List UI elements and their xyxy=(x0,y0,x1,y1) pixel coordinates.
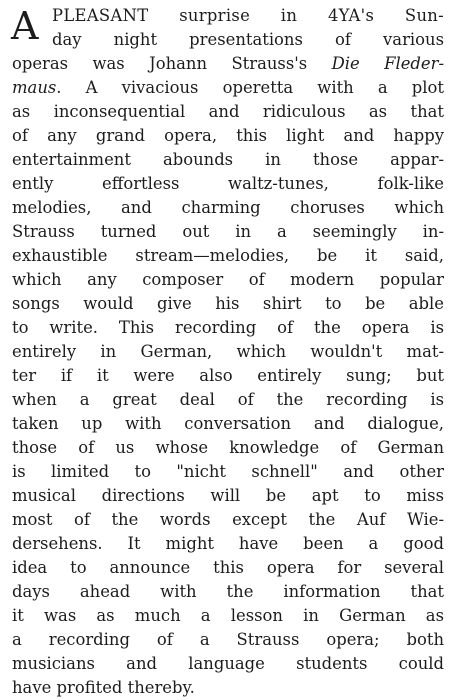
text-line-17: when a great deal of the recording is xyxy=(12,390,444,409)
text-line-27: a recording of a Strauss opera; both xyxy=(12,630,444,649)
text-line-19: those of us whose knowledge of German xyxy=(12,438,444,457)
text-line-5: as inconsequential and ridiculous as that xyxy=(12,102,444,121)
text-line-7: entertainment abounds in those appar- xyxy=(12,150,444,169)
text-line-25: days ahead with the information that xyxy=(12,582,444,601)
text-line-6: of any grand opera, this light and happy xyxy=(12,126,444,145)
text-line-11: exhaustible stream—melodies, be it said, xyxy=(12,246,444,265)
text-line-2: day night presentations of various xyxy=(52,30,444,49)
text-line-10: Strauss turned out in a seemingly in- xyxy=(12,222,444,241)
text-line-13: songs would give his shirt to be able xyxy=(12,294,444,313)
text-line-26: it was as much a lesson in German as xyxy=(12,606,444,625)
text-line-24: idea to announce this opera for several xyxy=(12,558,444,577)
text-line-29: have profited thereby. xyxy=(12,678,195,697)
text-line-14: to write. This recording of the opera is xyxy=(12,318,444,337)
text-line-15: entirely in German, which wouldn't mat- xyxy=(12,342,444,361)
text-line-4: maus. A vivacious operetta with a plot xyxy=(12,78,444,97)
text-line-3: operas was Johann Strauss's Die Fleder- xyxy=(12,54,444,73)
text-line-22: most of the words except the Auf Wie- xyxy=(12,510,444,529)
text-line-12: which any composer of modern popular xyxy=(12,270,444,289)
text-line-8: ently effortless waltz-tunes, folk-like xyxy=(12,174,444,193)
text-line-23: dersehens. It might have been a good xyxy=(12,534,444,553)
text-line-1: PLEASANT surprise in 4YA's Sun- xyxy=(52,6,444,25)
text-line-9: melodies, and charming choruses which xyxy=(12,198,444,217)
article-column xyxy=(12,4,444,700)
text-line-18: taken up with conversation and dialogue, xyxy=(12,414,444,433)
text-line-16: ter if it were also entirely sung; but xyxy=(12,366,444,385)
text-line-21: musical directions will be apt to miss xyxy=(12,486,444,505)
drop-cap: A xyxy=(11,4,39,48)
text-line-28: musicians and language students could xyxy=(12,654,444,673)
text-line-20: is limited to "nicht schnell" and other xyxy=(12,462,444,481)
